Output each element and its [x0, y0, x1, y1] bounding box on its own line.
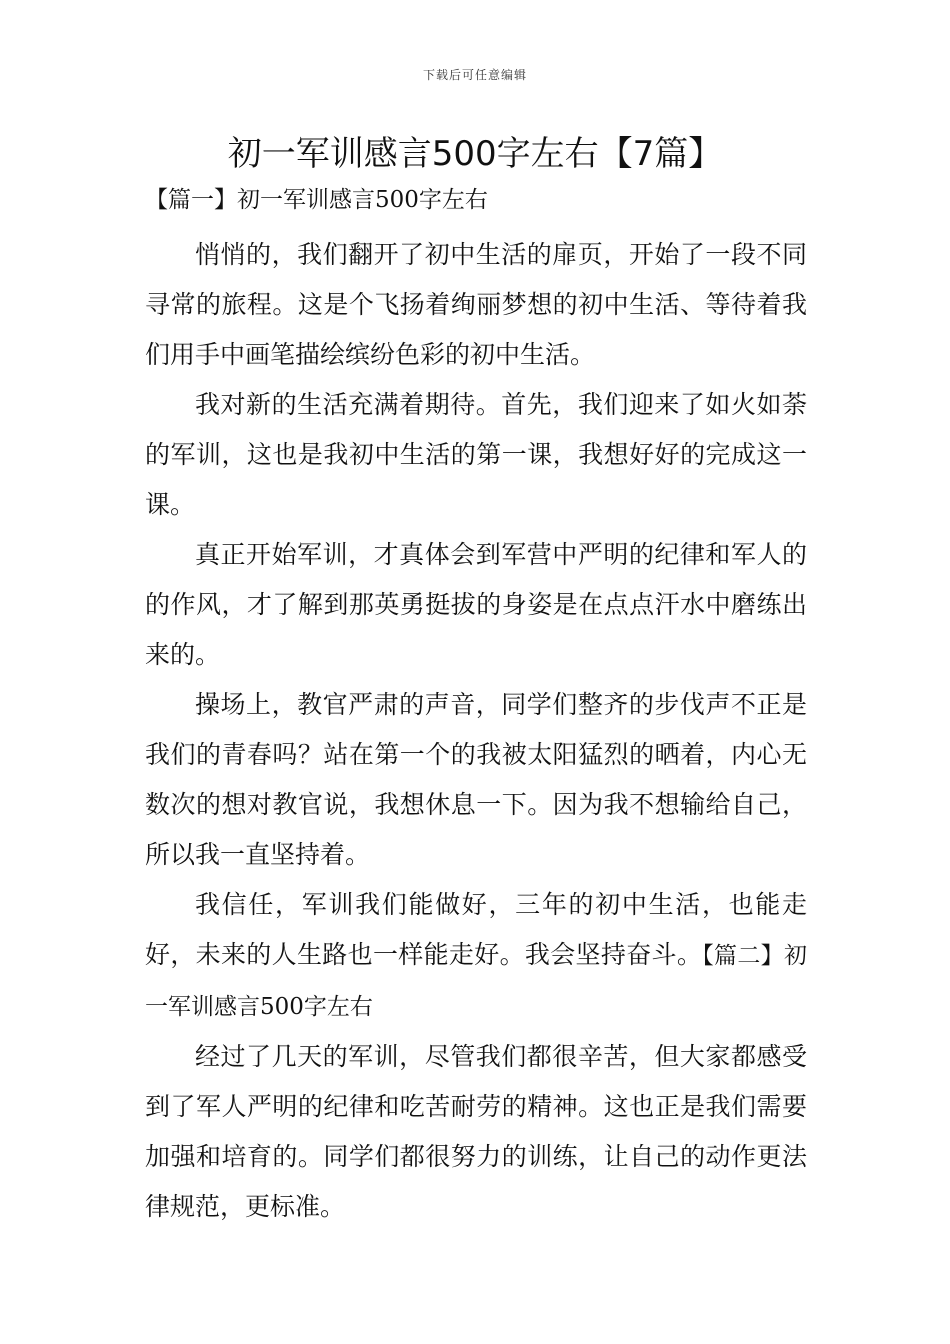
header-note: 下载后可任意编辑 [422, 68, 527, 82]
section-heading-1: 【篇一】初一军训感言500字左右 [145, 187, 488, 213]
document-body [145, 180, 807, 1232]
paragraph: 悄悄的，我们翻开了初中生活的扉页，开始了一段不同寻常的旅程。这是个飞扬着绚丽梦想的初中生活、等待着我们用手中画笔描绘缤纷色彩的初中生活。 [145, 240, 807, 369]
paragraph: 经过了几天的军训，尽管我们都很辛苦，但大家都感受到了军人严明的纪律和吃苦耐劳的精神。这也正是我们需要加强和培育的。同学们都很努力的训练，让自己的动作更法律规范，更标准。 [145, 1042, 807, 1221]
paragraph: 真正开始军训，才真体会到军营中严明的纪律和军人的的作风，才了解到那英勇挺拔的身姿是在点点汗水中磨练出来的。 [145, 540, 807, 669]
paragraph: 操场上，教官严肃的声音，同学们整齐的步伐声不正是我们的青春吗？站在第一个的我被太阳猛烈的晒着，内心无数次的想对教官说，我想休息一下。因为我不想输给自己，所以我一直坚持着。 [145, 690, 807, 869]
paragraph: 我对新的生活充满着期待。首先，我们迎来了如火如荼的军训，这也是我初中生活的第一课，我想好好的完成这一课。 [145, 390, 807, 519]
document-title: 初一军训感言500字左右【7篇】 [227, 134, 723, 174]
paragraph-text: 我信任，军训我们能做好，三年的初中生活，也能走好，未来的人生路也一样能走好。我会坚持奋斗。 [145, 890, 807, 969]
section-heading-2: 【篇二】初一军训感言500字左右 [145, 943, 807, 1020]
paragraph [145, 880, 807, 1032]
